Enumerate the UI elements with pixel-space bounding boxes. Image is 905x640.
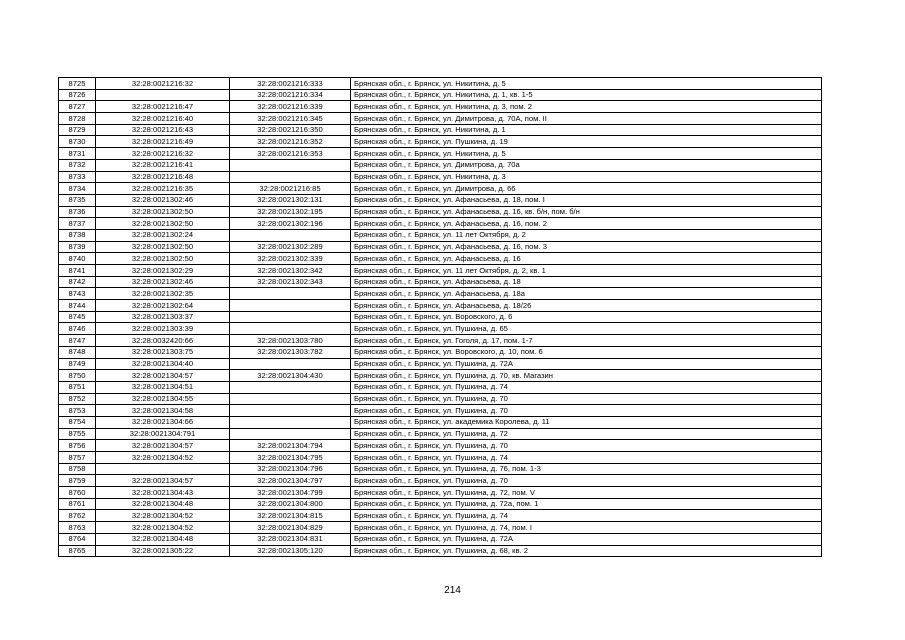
table-row <box>59 405 822 417</box>
row-number-cell: 8754 <box>59 416 96 428</box>
land-cadastral-number-cell: 32:28:0021302:50 <box>96 241 230 253</box>
address-cell: Брянская обл., г. Брянск, ул. Афанасьева, д. 18 <box>351 276 822 288</box>
address-cell: Брянская обл., г. Брянск, ул. Пушкина, д. 74 <box>351 452 822 464</box>
address-cell: Брянская обл., г. Брянск, ул. Никитина, д. 5 <box>351 78 822 90</box>
table-row <box>59 311 822 323</box>
object-cadastral-number-cell: 32:28:0021304:800 <box>230 498 351 510</box>
table-row <box>59 288 822 300</box>
table-row <box>59 101 822 113</box>
land-cadastral-number-cell: 32:28:0021302:24 <box>96 229 230 241</box>
address-cell: Брянская обл., г. Брянск, ул. Пушкина, д. 72А <box>351 533 822 545</box>
object-cadastral-number-cell: 32:28:0021216:345 <box>230 113 351 125</box>
object-cadastral-number-cell: 32:28:0021302:196 <box>230 218 351 230</box>
land-cadastral-number-cell: 32:28:0021302:46 <box>96 194 230 206</box>
address-cell: Брянская обл., г. Брянск, ул. Никитина, д. 5 <box>351 148 822 160</box>
land-cadastral-number-cell: 32:28:0021304:48 <box>96 498 230 510</box>
table-row <box>59 265 822 277</box>
table-row <box>59 183 822 195</box>
object-cadastral-number-cell: 32:28:0021304:831 <box>230 533 351 545</box>
object-cadastral-number-cell <box>230 159 351 171</box>
address-cell: Брянская обл., г. Брянск, ул. Димитрова, д. 70а <box>351 159 822 171</box>
land-cadastral-number-cell: 32:28:0021302:50 <box>96 206 230 218</box>
row-number-cell: 8735 <box>59 194 96 206</box>
page-number: 214 <box>444 585 461 596</box>
object-cadastral-number-cell: 32:28:0021302:289 <box>230 241 351 253</box>
address-cell: Брянская обл., г. Брянск, ул. Никитина, д. 1, кв. 1-5 <box>351 89 822 101</box>
row-number-cell: 8744 <box>59 300 96 312</box>
row-number-cell: 8750 <box>59 370 96 382</box>
table-row <box>59 124 822 136</box>
table-row <box>59 136 822 148</box>
land-cadastral-number-cell: 32:28:0021216:41 <box>96 159 230 171</box>
table-row <box>59 452 822 464</box>
object-cadastral-number-cell: 32:28:0021302:195 <box>230 206 351 218</box>
address-cell: Брянская обл., г. Брянск, ул. Пушкина, д. 74, пом. I <box>351 522 822 534</box>
row-number-cell: 8758 <box>59 463 96 475</box>
land-cadastral-number-cell: 32:28:0021304:51 <box>96 381 230 393</box>
row-number-cell: 8729 <box>59 124 96 136</box>
object-cadastral-number-cell <box>230 311 351 323</box>
registry-table-body <box>59 78 822 557</box>
address-cell: Брянская обл., г. Брянск, ул. Никитина, д. 1 <box>351 124 822 136</box>
object-cadastral-number-cell: 32:28:0021304:794 <box>230 440 351 452</box>
row-number-cell: 8742 <box>59 276 96 288</box>
table-row <box>59 113 822 125</box>
land-cadastral-number-cell: 32:28:0021302:50 <box>96 218 230 230</box>
table-row <box>59 229 822 241</box>
land-cadastral-number-cell: 32:28:0021304:57 <box>96 370 230 382</box>
object-cadastral-number-cell: 32:28:0021304:797 <box>230 475 351 487</box>
address-cell: Брянская обл., г. Брянск, ул. Пушкина, д. 70 <box>351 393 822 405</box>
row-number-cell: 8732 <box>59 159 96 171</box>
table-row <box>59 300 822 312</box>
row-number-cell: 8764 <box>59 533 96 545</box>
row-number-cell: 8727 <box>59 101 96 113</box>
object-cadastral-number-cell <box>230 229 351 241</box>
land-cadastral-number-cell: 32:28:0021304:791 <box>96 428 230 440</box>
object-cadastral-number-cell <box>230 381 351 393</box>
address-cell: Брянская обл., г. Брянск, ул. Пушкина, д. 70 <box>351 405 822 417</box>
row-number-cell: 8740 <box>59 253 96 265</box>
table-row <box>59 522 822 534</box>
address-cell: Брянская обл., г. Брянск, ул. Димитрова, д. 70А, пом. II <box>351 113 822 125</box>
object-cadastral-number-cell: 32:28:0021216:353 <box>230 148 351 160</box>
address-cell: Брянская обл., г. Брянск, ул. Пушкина, д. 76, пом. 1-3 <box>351 463 822 475</box>
table-row <box>59 276 822 288</box>
table-row <box>59 148 822 160</box>
row-number-cell: 8765 <box>59 545 96 557</box>
table-row <box>59 475 822 487</box>
table-row <box>59 194 822 206</box>
table-row <box>59 323 822 335</box>
table-row <box>59 487 822 499</box>
table-row <box>59 346 822 358</box>
object-cadastral-number-cell: 32:28:0021216:334 <box>230 89 351 101</box>
row-number-cell: 8762 <box>59 510 96 522</box>
address-cell: Брянская обл., г. Брянск, ул. академика Королева, д. 11 <box>351 416 822 428</box>
address-cell: Брянская обл., г. Брянск, ул. Афанасьева, д. 18/26 <box>351 300 822 312</box>
land-cadastral-number-cell: 32:28:0021302:50 <box>96 253 230 265</box>
registry-table <box>58 77 822 557</box>
row-number-cell: 8726 <box>59 89 96 101</box>
address-cell: Брянская обл., г. Брянск, ул. Пушкина, д. 72а, пом. 1 <box>351 498 822 510</box>
land-cadastral-number-cell: 32:28:0021302:35 <box>96 288 230 300</box>
land-cadastral-number-cell: 32:28:0021303:75 <box>96 346 230 358</box>
land-cadastral-number-cell: 32:28:0021216:40 <box>96 113 230 125</box>
object-cadastral-number-cell <box>230 405 351 417</box>
address-cell: Брянская обл., г. Брянск, ул. Афанасьева, д. 18, пом. I <box>351 194 822 206</box>
address-cell: Брянская обл., г. Брянск, ул. Пушкина, д. 70, кв. Магазин <box>351 370 822 382</box>
row-number-cell: 8743 <box>59 288 96 300</box>
land-cadastral-number-cell: 32:28:0021304:52 <box>96 452 230 464</box>
land-cadastral-number-cell: 32:28:0021304:43 <box>96 487 230 499</box>
row-number-cell: 8763 <box>59 522 96 534</box>
row-number-cell: 8760 <box>59 487 96 499</box>
address-cell: Брянская обл., г. Брянск, ул. Гоголя, д. 17, пом. 1-7 <box>351 335 822 347</box>
address-cell: Брянская обл., г. Брянск, ул. Пушкина, д. 74 <box>351 510 822 522</box>
object-cadastral-number-cell: 32:28:0021216:85 <box>230 183 351 195</box>
land-cadastral-number-cell: 32:28:0021304:66 <box>96 416 230 428</box>
object-cadastral-number-cell: 32:28:0021304:795 <box>230 452 351 464</box>
address-cell: Брянская обл., г. Брянск, ул. Димитрова, д. 66 <box>351 183 822 195</box>
land-cadastral-number-cell: 32:28:0021302:64 <box>96 300 230 312</box>
row-number-cell: 8749 <box>59 358 96 370</box>
address-cell: Брянская обл., г. Брянск, ул. 11 лет Октября, д. 2, кв. 1 <box>351 265 822 277</box>
land-cadastral-number-cell <box>96 463 230 475</box>
land-cadastral-number-cell: 32:28:0021216:32 <box>96 78 230 90</box>
address-cell: Брянская обл., г. Брянск, ул. 11 лет Октября, д. 2 <box>351 229 822 241</box>
object-cadastral-number-cell <box>230 428 351 440</box>
land-cadastral-number-cell: 32:28:0021304:52 <box>96 522 230 534</box>
row-number-cell: 8746 <box>59 323 96 335</box>
table-row <box>59 381 822 393</box>
address-cell: Брянская обл., г. Брянск, ул. Пушкина, д. 68, кв. 2 <box>351 545 822 557</box>
object-cadastral-number-cell: 32:28:0021304:799 <box>230 487 351 499</box>
row-number-cell: 8741 <box>59 265 96 277</box>
object-cadastral-number-cell: 32:28:0021302:343 <box>230 276 351 288</box>
object-cadastral-number-cell: 32:28:0021216:339 <box>230 101 351 113</box>
table-row <box>59 498 822 510</box>
land-cadastral-number-cell: 32:28:0021304:57 <box>96 475 230 487</box>
row-number-cell: 8756 <box>59 440 96 452</box>
table-row <box>59 428 822 440</box>
address-cell: Брянская обл., г. Брянск, ул. Афанасьева, д. 16 <box>351 253 822 265</box>
address-cell: Брянская обл., г. Брянск, ул. Пушкина, д. 65 <box>351 323 822 335</box>
table-row <box>59 510 822 522</box>
row-number-cell: 8739 <box>59 241 96 253</box>
land-cadastral-number-cell: 32:28:0021304:58 <box>96 405 230 417</box>
row-number-cell: 8753 <box>59 405 96 417</box>
table-row <box>59 463 822 475</box>
row-number-cell: 8730 <box>59 136 96 148</box>
table-row <box>59 78 822 90</box>
object-cadastral-number-cell: 32:28:0021216:350 <box>230 124 351 136</box>
object-cadastral-number-cell: 32:28:0021302:339 <box>230 253 351 265</box>
row-number-cell: 8733 <box>59 171 96 183</box>
table-row <box>59 171 822 183</box>
table-row <box>59 218 822 230</box>
address-cell: Брянская обл., г. Брянск, ул. Воровского, д. 6 <box>351 311 822 323</box>
row-number-cell: 8761 <box>59 498 96 510</box>
object-cadastral-number-cell <box>230 300 351 312</box>
object-cadastral-number-cell <box>230 416 351 428</box>
table-row <box>59 533 822 545</box>
row-number-cell: 8725 <box>59 78 96 90</box>
row-number-cell: 8728 <box>59 113 96 125</box>
table-row <box>59 206 822 218</box>
land-cadastral-number-cell: 32:28:0021216:35 <box>96 183 230 195</box>
row-number-cell: 8748 <box>59 346 96 358</box>
row-number-cell: 8738 <box>59 229 96 241</box>
land-cadastral-number-cell: 32:28:0021304:55 <box>96 393 230 405</box>
row-number-cell: 8752 <box>59 393 96 405</box>
object-cadastral-number-cell: 32:28:0021216:333 <box>230 78 351 90</box>
object-cadastral-number-cell <box>230 393 351 405</box>
row-number-cell: 8757 <box>59 452 96 464</box>
row-number-cell: 8759 <box>59 475 96 487</box>
object-cadastral-number-cell: 32:28:0021302:342 <box>230 265 351 277</box>
object-cadastral-number-cell: 32:28:0021305:120 <box>230 545 351 557</box>
table-row <box>59 358 822 370</box>
land-cadastral-number-cell <box>96 89 230 101</box>
object-cadastral-number-cell: 32:28:0021304:815 <box>230 510 351 522</box>
address-cell: Брянская обл., г. Брянск, ул. Афанасьева, д. 18а <box>351 288 822 300</box>
land-cadastral-number-cell: 32:28:0021304:40 <box>96 358 230 370</box>
land-cadastral-number-cell: 32:28:0021216:49 <box>96 136 230 148</box>
object-cadastral-number-cell: 32:28:0021303:782 <box>230 346 351 358</box>
address-cell: Брянская обл., г. Брянск, ул. Пушкина, д. 74 <box>351 381 822 393</box>
land-cadastral-number-cell: 32:28:0021304:57 <box>96 440 230 452</box>
row-number-cell: 8736 <box>59 206 96 218</box>
table-row <box>59 545 822 557</box>
land-cadastral-number-cell: 32:28:0021304:52 <box>96 510 230 522</box>
table-row <box>59 89 822 101</box>
address-cell: Брянская обл., г. Брянск, ул. Афанасьева, д. 16, кв. б/н, пом. б/н <box>351 206 822 218</box>
row-number-cell: 8745 <box>59 311 96 323</box>
land-cadastral-number-cell: 32:28:0032420:66 <box>96 335 230 347</box>
object-cadastral-number-cell: 32:28:0021304:796 <box>230 463 351 475</box>
table-row <box>59 393 822 405</box>
object-cadastral-number-cell: 32:28:0021304:829 <box>230 522 351 534</box>
address-cell: Брянская обл., г. Брянск, ул. Пушкина, д. 70 <box>351 440 822 452</box>
row-number-cell: 8737 <box>59 218 96 230</box>
land-cadastral-number-cell: 32:28:0021216:47 <box>96 101 230 113</box>
row-number-cell: 8751 <box>59 381 96 393</box>
object-cadastral-number-cell <box>230 323 351 335</box>
address-cell: Брянская обл., г. Брянск, ул. Пушкина, д. 19 <box>351 136 822 148</box>
object-cadastral-number-cell: 32:28:0021302:131 <box>230 194 351 206</box>
row-number-cell: 8755 <box>59 428 96 440</box>
address-cell: Брянская обл., г. Брянск, ул. Пушкина, д. 72, пом. V <box>351 487 822 499</box>
row-number-cell: 8747 <box>59 335 96 347</box>
land-cadastral-number-cell: 32:28:0021216:32 <box>96 148 230 160</box>
table-row <box>59 159 822 171</box>
row-number-cell: 8734 <box>59 183 96 195</box>
address-cell: Брянская обл., г. Брянск, ул. Никитина, д. 3 <box>351 171 822 183</box>
table-row <box>59 416 822 428</box>
land-cadastral-number-cell: 32:28:0021303:37 <box>96 311 230 323</box>
land-cadastral-number-cell: 32:28:0021303:39 <box>96 323 230 335</box>
land-cadastral-number-cell: 32:28:0021302:29 <box>96 265 230 277</box>
table-row <box>59 253 822 265</box>
object-cadastral-number-cell: 32:28:0021216:352 <box>230 136 351 148</box>
table-row <box>59 241 822 253</box>
land-cadastral-number-cell: 32:28:0021305:22 <box>96 545 230 557</box>
land-cadastral-number-cell: 32:28:0021304:48 <box>96 533 230 545</box>
row-number-cell: 8731 <box>59 148 96 160</box>
object-cadastral-number-cell <box>230 171 351 183</box>
object-cadastral-number-cell: 32:28:0021304:430 <box>230 370 351 382</box>
land-cadastral-number-cell: 32:28:0021216:43 <box>96 124 230 136</box>
table-row <box>59 440 822 452</box>
object-cadastral-number-cell <box>230 358 351 370</box>
address-cell: Брянская обл., г. Брянск, ул. Никитина, д. 3, пом. 2 <box>351 101 822 113</box>
address-cell: Брянская обл., г. Брянск, ул. Пушкина, д. 70 <box>351 475 822 487</box>
object-cadastral-number-cell: 32:28:0021303:780 <box>230 335 351 347</box>
object-cadastral-number-cell <box>230 288 351 300</box>
address-cell: Брянская обл., г. Брянск, ул. Афанасьева, д. 16, пом. 3 <box>351 241 822 253</box>
address-cell: Брянская обл., г. Брянск, ул. Пушкина, д. 72А <box>351 358 822 370</box>
address-cell: Брянская обл., г. Брянск, ул. Афанасьева, д. 16, пом. 2 <box>351 218 822 230</box>
table-row <box>59 335 822 347</box>
address-cell: Брянская обл., г. Брянск, ул. Воровского, д. 10, пом. 6 <box>351 346 822 358</box>
land-cadastral-number-cell: 32:28:0021216:48 <box>96 171 230 183</box>
land-cadastral-number-cell: 32:28:0021302:46 <box>96 276 230 288</box>
address-cell: Брянская обл., г. Брянск, ул. Пушкина, д. 72 <box>351 428 822 440</box>
table-row <box>59 370 822 382</box>
